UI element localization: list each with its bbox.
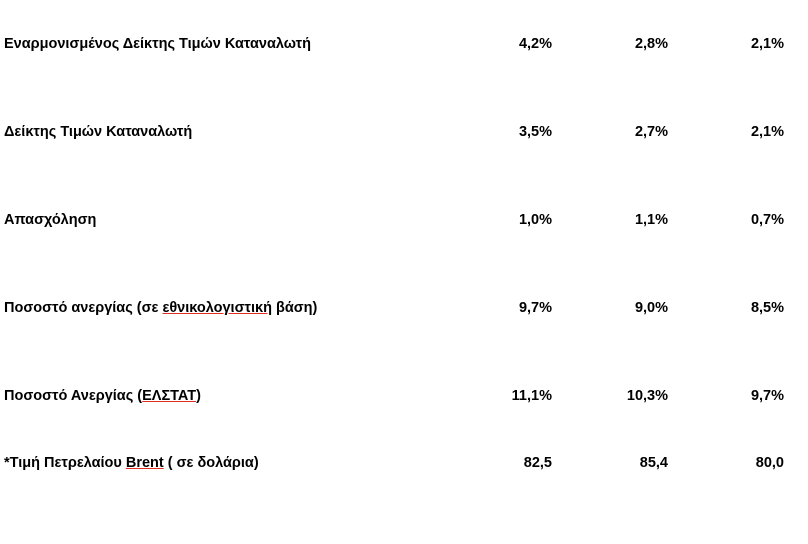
table-row bbox=[0, 0, 808, 88]
table-row bbox=[0, 88, 808, 176]
row-value-1: 1,0% bbox=[518, 211, 552, 228]
row-label: Απασχόληση bbox=[4, 211, 97, 228]
row-value-1: 3,5% bbox=[518, 123, 552, 140]
row-label bbox=[0, 264, 454, 352]
row-value-3: 0,7% bbox=[750, 211, 784, 228]
row-value-3: 8,5% bbox=[750, 299, 784, 316]
row-value-2: 1,1% bbox=[634, 211, 668, 228]
row-label-part-misspelled: εθνικολογιστική bbox=[162, 299, 272, 316]
row-value-3: 9,7% bbox=[750, 387, 784, 404]
row-label-part: Ποσοστό Ανεργίας ( bbox=[4, 387, 143, 404]
row-label-part: ) bbox=[196, 387, 201, 404]
row-label-part: Ποσοστό ανεργίας (σε bbox=[4, 299, 163, 316]
row-label: Εναρμονισμένος Δείκτης Τιμών Καταναλωτή bbox=[4, 35, 311, 52]
row-value-3: 80,0 bbox=[755, 454, 784, 471]
row-value-1: 11,1% bbox=[511, 387, 552, 404]
row-label bbox=[0, 352, 454, 440]
row-value-1: 4,2% bbox=[518, 35, 552, 52]
row-value-2: 2,8% bbox=[634, 35, 668, 52]
row-label bbox=[0, 440, 454, 486]
row-label-part-misspelled: ΕΛΣΤΑΤ bbox=[142, 387, 197, 404]
row-value-2: 85,4 bbox=[639, 454, 668, 471]
table-row bbox=[0, 352, 808, 440]
table-row bbox=[0, 176, 808, 264]
row-value-2: 2,7% bbox=[634, 123, 668, 140]
row-value-1: 82,5 bbox=[523, 454, 552, 471]
table-row bbox=[0, 440, 808, 486]
row-value-3: 2,1% bbox=[750, 123, 784, 140]
row-label-part: ( σε δολάρια) bbox=[163, 454, 259, 471]
row-value-2: 9,0% bbox=[634, 299, 668, 316]
row-value-3: 2,1% bbox=[750, 35, 784, 52]
row-value-2: 10,3% bbox=[626, 387, 668, 404]
row-value-1: 9,7% bbox=[518, 299, 552, 316]
table-row bbox=[0, 264, 808, 352]
row-label-part: βάση) bbox=[271, 299, 318, 316]
row-label: Δείκτης Τιμών Καταναλωτή bbox=[4, 123, 193, 140]
row-label-part: *Τιμή Πετρελαίου bbox=[4, 454, 126, 471]
row-label-part-misspelled: Brent bbox=[125, 454, 164, 471]
